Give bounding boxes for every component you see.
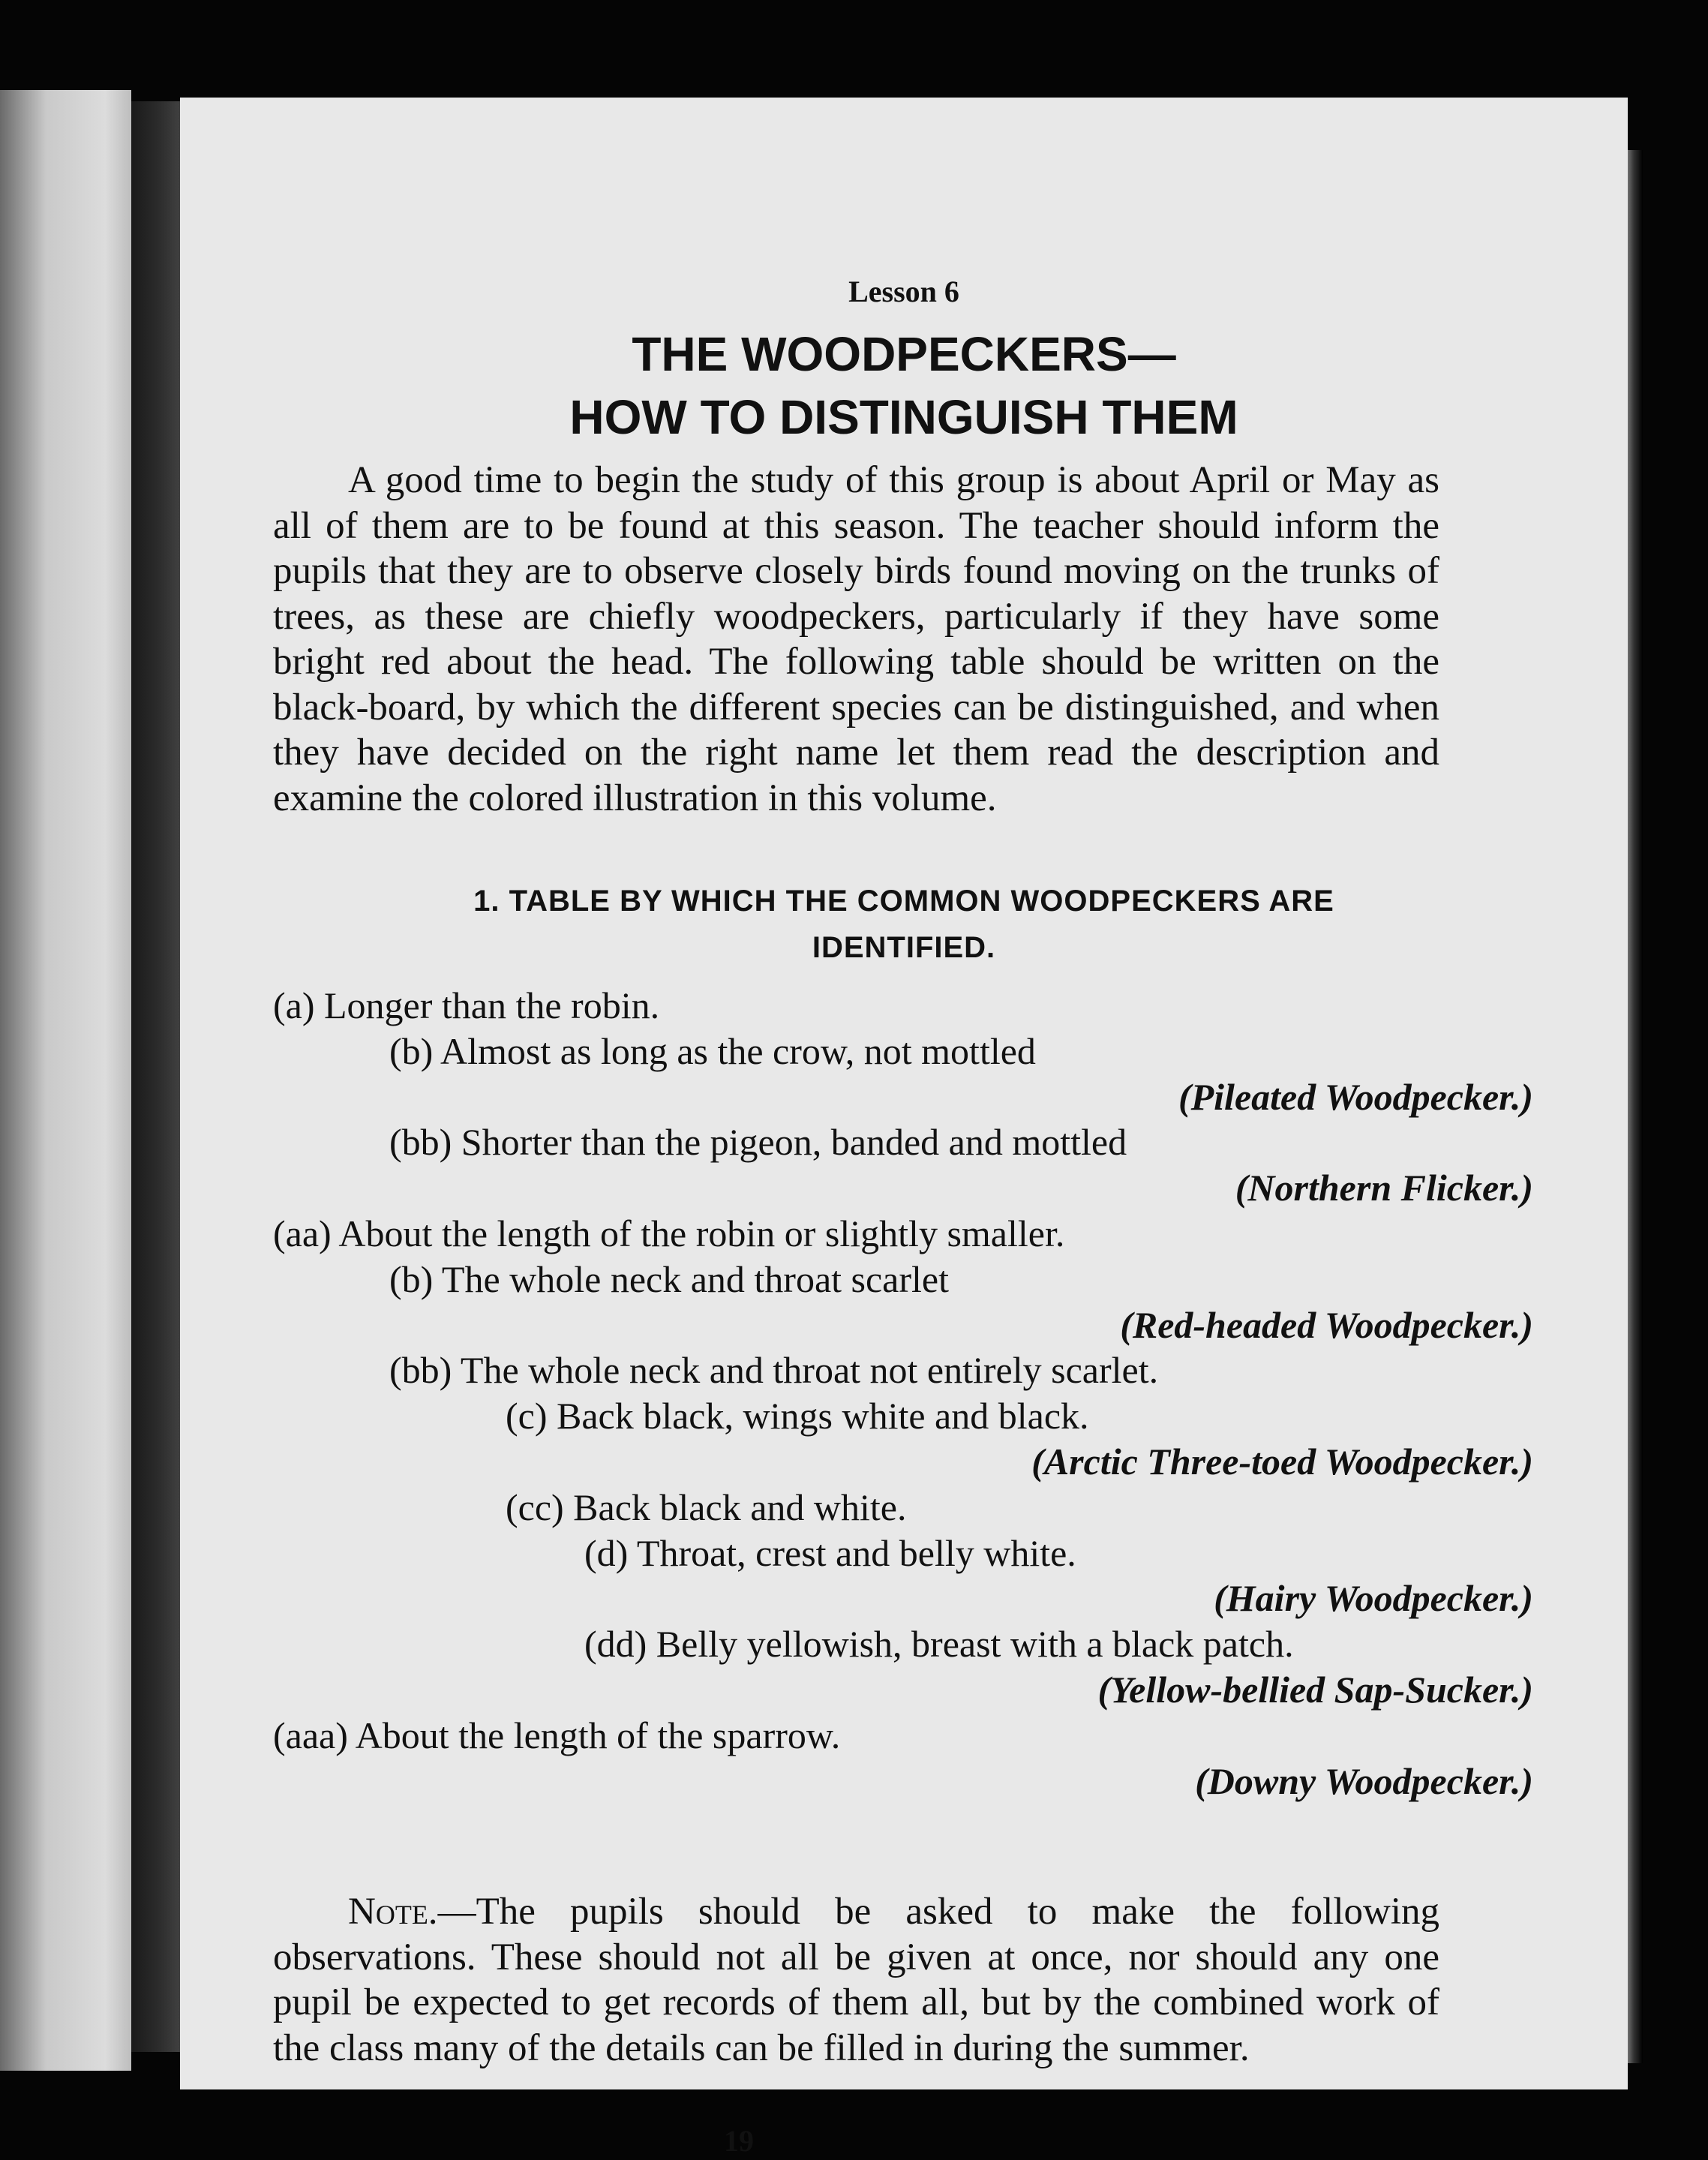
key-line-c: (c) Back black, wings white and black. xyxy=(506,1395,1089,1437)
species-yellow-bellied-sap-sucker: (Yellow-bellied Sap-Sucker.) xyxy=(1097,1668,1533,1711)
key-line-dd: (dd) Belly yellowish, breast with a black patch. xyxy=(584,1623,1294,1666)
species-northern-flicker: (Northern Flicker.) xyxy=(1235,1167,1533,1209)
table-heading-line-1: 1. TABLE BY WHICH THE COMMON WOODPECKERS ARE xyxy=(473,885,1334,918)
species-hairy-woodpecker: (Hairy Woodpecker.) xyxy=(1214,1577,1533,1620)
note-text: —The pupils should be asked to make the following observations. These should not all be given at once, nor should any one pupil be expected to get records of them all, but by the combined work of the class many of the details can be filled in during the summer. xyxy=(273,1891,1439,2069)
note-label: Note. xyxy=(348,1891,438,1933)
key-line-bb: (bb) Shorter than the pigeon, banded and mottled xyxy=(389,1121,1127,1164)
page-number: 19 xyxy=(724,2124,754,2158)
intro-paragraph: A good time to begin the study of this group is about April or May as all of them are to be found at this season. The teacher should inform the pupils that they are to observe closely birds found moving on the trunks of trees, as these are chiefly woodpeckers, particularly if they have some bright red about the head. The following table should be written on the black-board, by which the different species can be distinguished, and when they have decided on the right name let them read the description and examine the colored illustration in this volume. xyxy=(273,459,1439,819)
note-paragraph xyxy=(273,1889,1439,2071)
key-line-aaa: (aaa) About the length of the sparrow. xyxy=(273,1714,841,1756)
key-line-cc: (cc) Back black and white. xyxy=(506,1486,907,1528)
species-red-headed-woodpecker: (Red-headed Woodpecker.) xyxy=(1120,1303,1533,1346)
page-title xyxy=(180,323,1628,449)
key-line-a: (a) Longer than the robin. xyxy=(273,984,660,1026)
key-line-d: (d) Throat, crest and belly white. xyxy=(584,1531,1076,1574)
key-line-bb: (bb) The whole neck and throat not entirely scarlet. xyxy=(389,1349,1159,1392)
title-line-2: HOW TO DISTINGUISH THEM xyxy=(569,390,1238,444)
species-pileated-woodpecker: (Pileated Woodpecker.) xyxy=(1178,1075,1533,1118)
species-downy-woodpecker: (Downy Woodpecker.) xyxy=(1195,1759,1533,1802)
title-line-1: THE WOODPECKERS— xyxy=(632,327,1176,381)
table-heading-line-2: IDENTIFIED. xyxy=(812,931,996,964)
species-arctic-three-toed-woodpecker: (Arctic Three-toed Woodpecker.) xyxy=(1031,1440,1533,1483)
key-line-b: (b) The whole neck and throat scarlet xyxy=(389,1257,949,1300)
table-heading xyxy=(180,878,1628,971)
book-page xyxy=(180,98,1628,2158)
lesson-label: Lesson 6 xyxy=(848,275,959,308)
key-line-b: (b) Almost as long as the crow, not mottled xyxy=(389,1029,1036,1072)
book-binding xyxy=(131,101,184,2052)
key-line-aa: (aa) About the length of the robin or slightly smaller. xyxy=(273,1212,1065,1254)
identification-key xyxy=(273,983,1533,1804)
facing-page-edge xyxy=(0,90,131,2071)
